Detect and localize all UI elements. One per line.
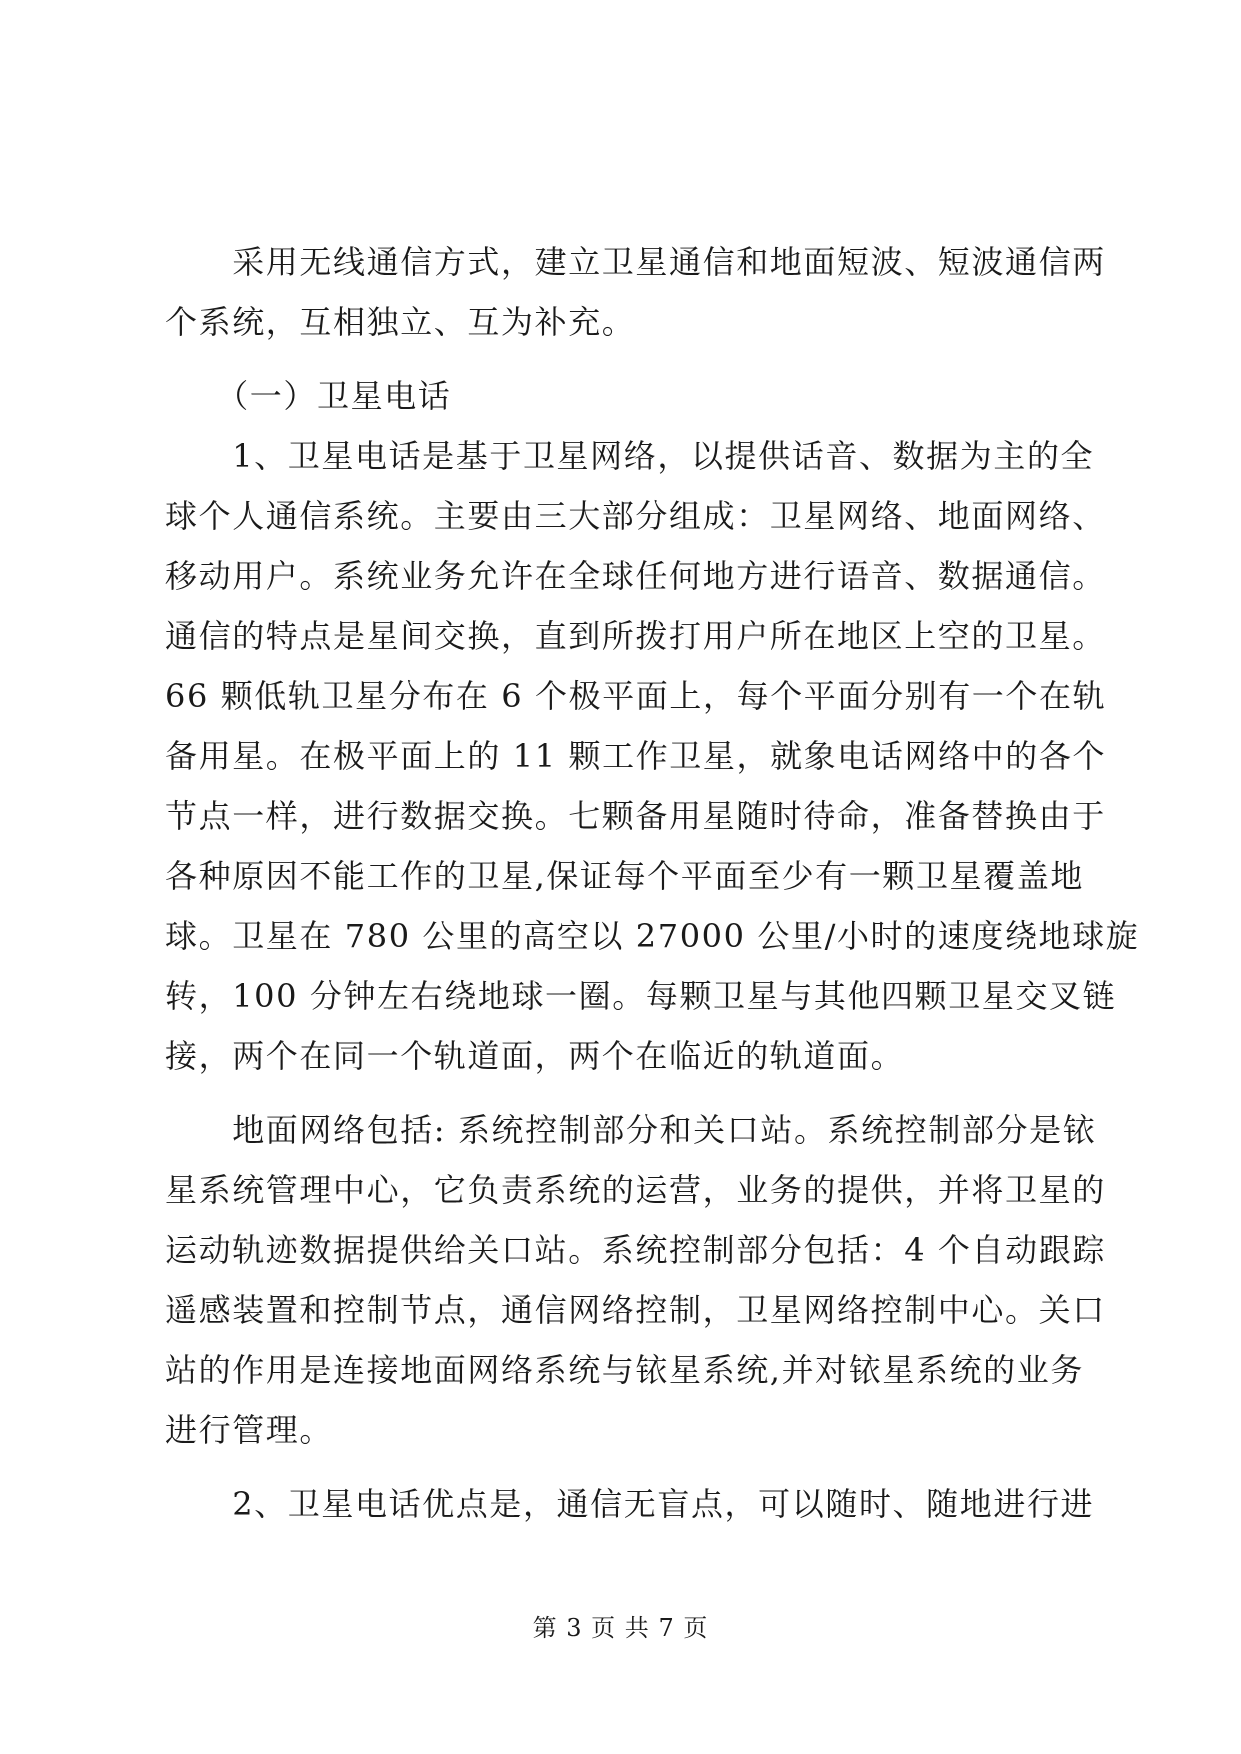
text-line: 接，两个在同一个轨道面，两个在临近的轨道面。 [165, 1037, 905, 1075]
text-line: 转，100 分钟左右绕地球一圈。每颗卫星与其他四颗卫星交叉链 [165, 977, 1117, 1015]
text-line: 2、卫星电话优点是，通信无盲点，可以随时、随地进行进 [165, 1485, 1095, 1523]
text-line: 遥感装置和控制节点，通信网络控制，卫星网络控制中心。关口 [165, 1291, 1106, 1329]
text-line: 星系统管理中心，它负责系统的运营，业务的提供，并将卫星的 [165, 1171, 1106, 1209]
text-line: 进行管理。 [165, 1411, 334, 1449]
page-number-footer: 第 3 页 共 7 页 [532, 1614, 709, 1642]
text-line: 站的作用是连接地面网络系统与铱星系统,并对铱星系统的业务 [165, 1351, 1084, 1389]
text-line: 各种原因不能工作的卫星,保证每个平面至少有一颗卫星覆盖地 [165, 857, 1084, 895]
text-line: 个系统，互相独立、互为补充。 [165, 303, 636, 341]
text-line: 66 颗低轨卫星分布在 6 个极平面上，每个平面分别有一个在轨 [165, 677, 1107, 715]
text-line: 节点一样，进行数据交换。七颗备用星随时待命，准备替换由于 [165, 797, 1106, 835]
text-line: 运动轨迹数据提供给关口站。系统控制部分包括：4 个自动跟踪 [165, 1231, 1106, 1269]
text-line: 移动用户。系统业务允许在全球任何地方进行语音、数据通信。 [165, 557, 1106, 595]
text-line: 采用无线通信方式，建立卫星通信和地面短波、短波通信两 [165, 243, 1106, 281]
text-line: 球。卫星在 780 公里的高空以 27000 公里/小时的速度绕地球旋 [165, 917, 1140, 955]
text-line: 球个人通信系统。主要由三大部分组成：卫星网络、地面网络、 [165, 497, 1106, 535]
text-line: 地面网络包括: 系统控制部分和关口站。系统控制部分是铱 [165, 1111, 1097, 1149]
section-heading: （一）卫星电话 [165, 377, 452, 415]
body-text [165, 232, 1140, 1534]
text-line: 通信的特点是星间交换，直到所拨打用户所在地区上空的卫星。 [165, 617, 1106, 655]
text-line: 备用星。在极平面上的 11 颗工作卫星，就象电话网络中的各个 [165, 737, 1107, 775]
text-line: 1、卫星电话是基于卫星网络，以提供话音、数据为主的全 [165, 437, 1095, 475]
